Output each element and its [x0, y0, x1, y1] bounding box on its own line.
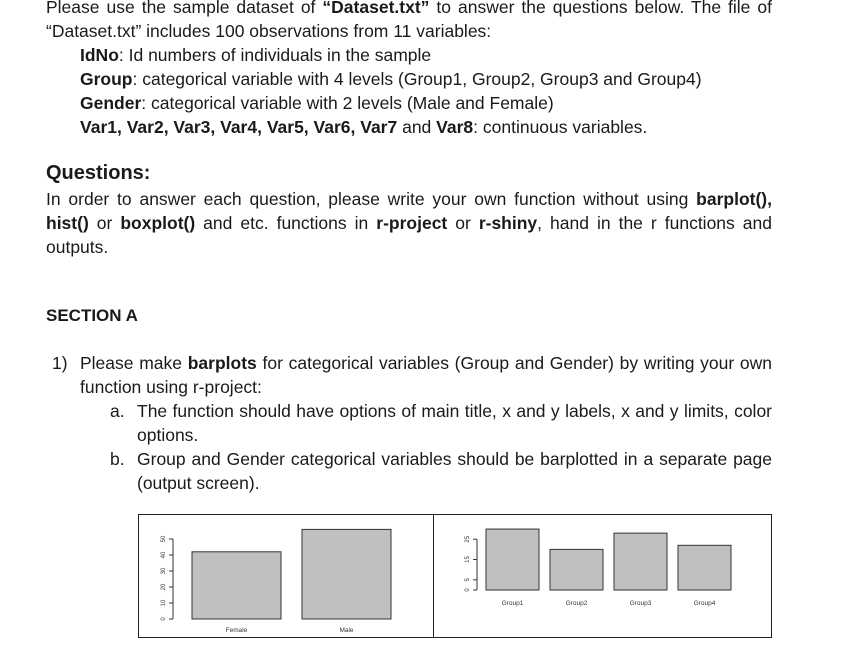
code-term: boxplot() [120, 213, 196, 233]
var-desc: and [397, 117, 437, 137]
var-gender [80, 91, 554, 115]
item-b-line-2: (output screen). [137, 473, 260, 493]
bar [486, 529, 539, 590]
q1-text: Please make [80, 353, 188, 373]
code-term: hist() [46, 213, 89, 233]
y-tick-label: 30 [161, 567, 167, 575]
intro-text: to answer the questions below. The file of [429, 0, 773, 17]
item-a-label: a. [110, 401, 125, 421]
var-desc: : categorical variable with 2 levels (Male and Female) [141, 93, 554, 113]
y-tick-label: 10 [161, 599, 167, 607]
y-tick-label: 5 [465, 578, 471, 582]
q1-text: for categorical variables (Group and Gender) by writing your own [256, 353, 772, 373]
intro-line-1 [46, 0, 772, 19]
var-name: Group [80, 69, 133, 89]
y-tick-label: 0 [465, 588, 471, 592]
q1-keyword: barplots [187, 353, 257, 373]
var-name: Var1, Var2, Var3, Var4, Var5, Var6, Var7 [80, 117, 398, 137]
questions-line-3: outputs. [46, 237, 109, 257]
item-b-label: b. [110, 449, 125, 469]
questions-text: or [447, 213, 479, 233]
x-category-label: Female [225, 627, 248, 634]
intro-line-2: “Dataset.txt” includes 100 observations from 11 variables: [46, 21, 492, 41]
y-tick-label: 15 [465, 556, 471, 563]
x-category-label: Group4 [693, 600, 716, 607]
var-desc: : Id numbers of individuals in the sample [118, 45, 432, 65]
bar [302, 529, 391, 619]
item-b-line-1: Group and Gender categorical variables should be barplotted in a separate page [137, 449, 772, 469]
questions-line-2 [46, 211, 772, 235]
bar [192, 552, 281, 619]
q1-line-1 [80, 351, 772, 375]
barplot-figure [138, 514, 772, 638]
q1-number: 1) [52, 353, 68, 373]
var-desc: : categorical variable with 4 levels (Group1, Group2, Group3 and Group4) [132, 69, 702, 89]
bar [550, 549, 603, 590]
item-a-line-1: The function should have options of main title, x and y labels, x and y limits, color [137, 401, 772, 421]
var-idno [80, 43, 431, 67]
code-term: r-project [376, 213, 448, 233]
bar [614, 533, 667, 590]
code-term: r-shiny [478, 213, 538, 233]
gender-barplot [139, 515, 433, 637]
bar [678, 545, 731, 590]
dataset-filename: “Dataset.txt” [322, 0, 430, 17]
questions-line-1 [46, 187, 772, 211]
var-name: IdNo [80, 45, 119, 65]
x-category-label: Male [339, 627, 354, 634]
var-continuous [80, 115, 647, 139]
y-tick-label: 25 [465, 535, 471, 543]
var-name: Var8 [436, 117, 474, 137]
group-barplot [434, 515, 772, 637]
var-group [80, 67, 702, 91]
y-tick-label: 40 [161, 551, 167, 559]
y-tick-label: 20 [161, 583, 167, 591]
y-tick-label: 50 [161, 535, 167, 543]
y-tick-label: 0 [161, 617, 167, 621]
questions-text: , hand in the r functions and [537, 213, 772, 233]
questions-text: In order to answer each question, please write your own function without using [46, 189, 697, 209]
questions-text: and etc. functions in [195, 213, 377, 233]
x-category-label: Group2 [565, 600, 588, 607]
q1-line-2: function using r-project: [80, 377, 262, 397]
var-name: Gender [80, 93, 142, 113]
x-category-label: Group3 [629, 600, 652, 607]
questions-text: or [88, 213, 121, 233]
x-category-label: Group1 [501, 600, 524, 607]
intro-text: Please use the sample dataset of [46, 0, 323, 17]
var-desc: : continuous variables. [473, 117, 648, 137]
section-a-title: SECTION A [46, 306, 138, 325]
questions-heading: Questions: [46, 162, 151, 184]
item-a-line-2: options. [137, 425, 199, 445]
code-term: barplot(), [696, 189, 772, 209]
